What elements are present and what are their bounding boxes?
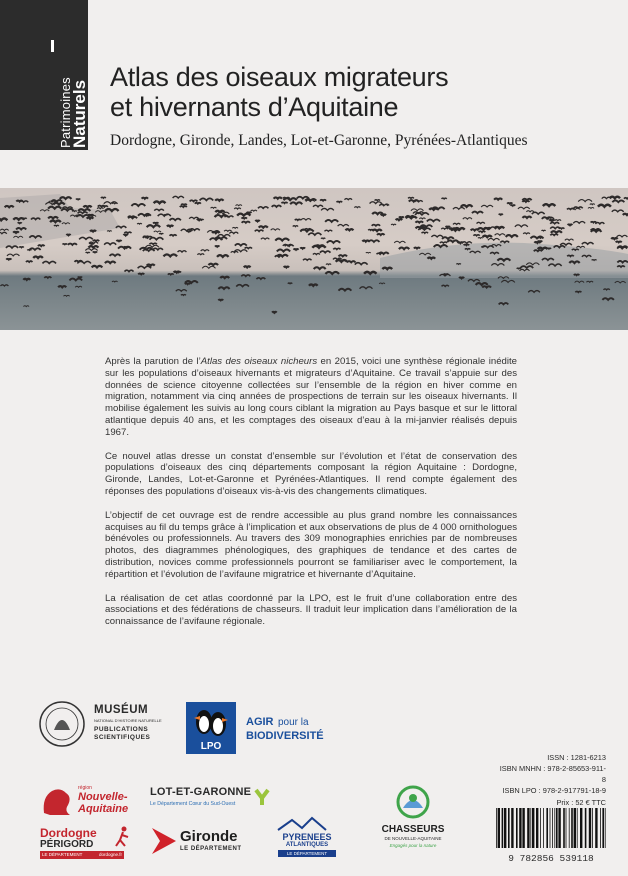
region-small: région <box>78 785 92 791</box>
museum-scientifiques: SCIENTIFIQUES <box>94 734 151 741</box>
back-cover-text <box>105 356 517 640</box>
gironde-dept: LE DÉPARTEMENT <box>180 846 242 852</box>
series-label-line1: Patrimoines <box>58 77 73 148</box>
paragraph-2: Ce nouvel atlas dresse un constat d’ensemble sur l’évolution et l’état de conservation des populations d’oiseaux des cinq départements composant la région Aquitaine : Dordogne, Gironde, Landes, Lot-et-Garonne et Pyrénées-Atlantiques. Il rend compte également des réponses des populations d’oiseaux vis-à-vis des changements climatiques. <box>105 450 517 497</box>
series-divider <box>51 40 54 52</box>
chasseurs-logo <box>370 784 456 860</box>
price: Prix : 52 € TTC <box>556 798 606 807</box>
lot-name: LOT-ET-GARONNE <box>150 786 252 798</box>
pyr-dept: LE DÉPARTEMENT <box>278 850 336 857</box>
agir-logo <box>246 715 324 742</box>
paragraph-4: La réalisation de cet atlas coordonné par la LPO, est le fruit d’une collaboration entre des associations et des fédérations de chasseurs. Il traduit leur implication dans l’amélioration de la connaissance de l’avifaune régionale. <box>105 592 517 628</box>
dordogne-url: dordogne.fr <box>98 852 122 857</box>
isbn-lpo: ISBN LPO : 978-2-917791-18-9 <box>502 786 606 795</box>
region-name-2: Aquitaine <box>78 803 129 815</box>
gironde-logo <box>150 826 258 860</box>
lot-y-icon <box>254 788 270 806</box>
title-line1: Atlas des oiseaux migrateurs <box>110 62 449 92</box>
series-label-line2: Naturels <box>70 79 89 148</box>
birds-flock-image <box>0 188 628 330</box>
chasseurs-name: CHASSEURS <box>381 824 445 835</box>
lion-icon <box>40 785 74 817</box>
lpo-label: LPO <box>200 741 222 752</box>
dordogne-logo <box>40 826 132 860</box>
dordogne-name: Dordogne <box>40 826 97 840</box>
mountains-icon <box>272 816 342 832</box>
lot-tagline: Le Département Cœur du Sud-Ouest <box>150 801 236 807</box>
dordogne-perigord: PÉRIGORD <box>40 839 94 850</box>
barcode <box>488 808 614 864</box>
museum-seal-icon <box>38 700 86 748</box>
paragraph-1-start: Après la parution de l’ <box>105 356 201 367</box>
paragraph-3: L’objectif de cet ouvrage est de rendre accessible au plus grand nombre les connaissances acquises au fil du temps grâce à l’implication et aux observations de plus de 4 000 ornithologues bénévoles ou professionnels. Au travers des 309 monographies enrichies par de nombreuses photos, des diagrammes phénologiques, des graphiques de tendance et des cartes de distribution, novices comme professionnels pourront se familiariser avec le comportement, la répartition et l’évolution de l’avifaune migratrice et hivernante d’Aquitaine. <box>105 509 517 580</box>
lot-et-garonne-logo <box>150 786 280 816</box>
gironde-arrow-icon <box>150 826 178 856</box>
pyr-name: PYRENEES <box>282 832 332 842</box>
birds-photo <box>0 188 628 330</box>
barcode-bars <box>488 808 614 850</box>
isbn-block <box>496 752 606 796</box>
page-title <box>110 62 610 122</box>
chasseurs-tagline: Engagés pour la nature <box>389 843 437 848</box>
chasseurs-region: DE NOUVELLE-AQUITAINE <box>384 836 442 841</box>
title-line2: et hivernants d’Aquitaine <box>110 92 399 122</box>
gironde-name: Gironde <box>180 828 238 845</box>
runner-icon <box>114 826 130 850</box>
dordogne-dept: LE DÉPARTEMENT <box>42 852 83 857</box>
issn: ISSN : 1281-6213 <box>547 753 606 762</box>
chasseurs-emblem-icon <box>391 784 435 820</box>
subtitle: Dordogne, Gironde, Landes, Lot-et-Garonne, Pyrénées-Atlantiques <box>110 132 528 149</box>
series-label <box>0 0 88 150</box>
agir-biodiversite: BIODIVERSITÉ <box>246 730 324 742</box>
lpo-logo <box>186 702 236 754</box>
pyrenees-atlantiques-logo <box>272 816 342 862</box>
dordogne-banner <box>40 851 124 859</box>
pyr-atlantiques: ATLANTIQUES <box>285 842 329 848</box>
barcode-number: 9 782856 539118 <box>508 853 594 864</box>
agir-pourla: pour la <box>277 717 309 728</box>
museum-logo <box>38 700 168 750</box>
paragraph-1-italic: Atlas des oiseaux nicheurs <box>200 356 318 367</box>
region-logo <box>40 785 140 819</box>
region-name-1: Nouvelle- <box>78 791 128 803</box>
museum-subname: NATIONAL D’HISTOIRE NATURELLE <box>94 718 162 723</box>
isbn-mnhn: ISBN MNHN : 978-2-85653-911-8 <box>499 764 606 784</box>
paragraph-1 <box>105 356 517 439</box>
museum-publications: PUBLICATIONS <box>94 726 149 733</box>
agir-word: AGIR <box>246 716 274 728</box>
museum-name: MUSÉUM <box>94 704 149 716</box>
puffin-icon <box>186 702 236 742</box>
paragraph-1-end: en 2015, voici une synthèse régionale inédite sur les populations d’oiseaux hivernants et migrateurs d’Aquitaine. Ce travail s’appuie sur des données de science citoyenne collectées sur l’ensemble de la région en hiver comme en migration, notamment via cinq années de prospections de terrain sur les oiseaux hivernants. Il mobilise également les suivis au long cours ciblant la migration au Pays basque et sur le littoral atlantique depuis 40 ans, et les comptages des oiseaux d’eau à la mi-janvier réalisés depuis 1967. <box>105 356 517 438</box>
